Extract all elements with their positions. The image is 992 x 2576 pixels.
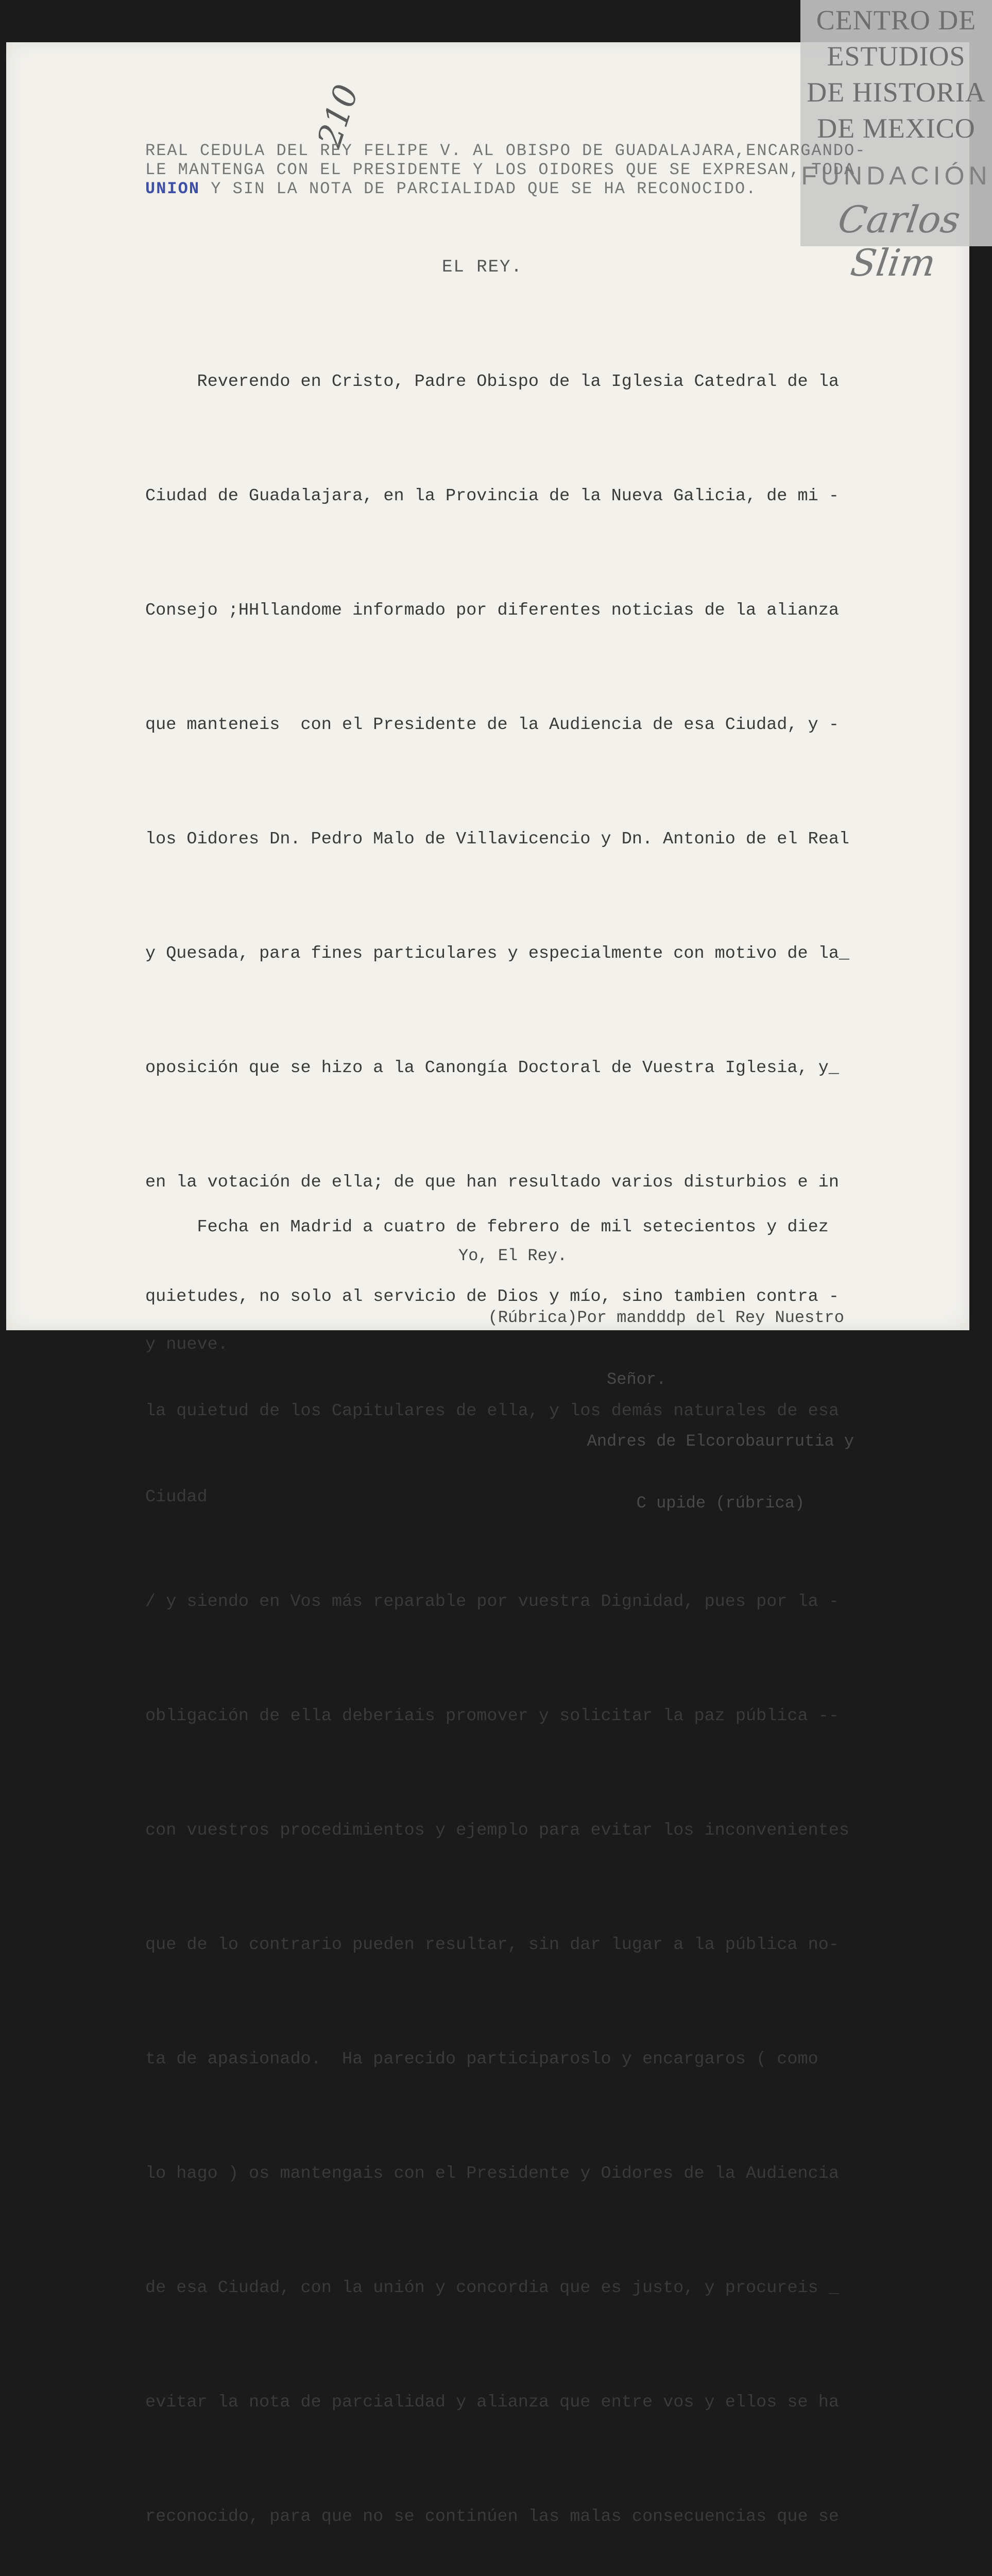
body-line: y Quesada, para fines particulares y especialmente con motivo de la_ bbox=[145, 944, 850, 963]
body-line: la quietud de los Capitulares de ella, y los demás naturales de esa bbox=[145, 1401, 839, 1421]
body-line: de esa Ciudad, con la unión y concordia que es justo, y procureis _ bbox=[145, 2278, 839, 2298]
body-line: reconocido, para que no se continúen las malas consecuencias que se bbox=[145, 2507, 839, 2527]
body-line: con vuestros procedimientos y ejemplo para evitar los inconvenientes bbox=[145, 1821, 850, 1840]
body-line: oposición que se hizo a la Canongía Doctoral de Vuestra Iglesia, y_ bbox=[145, 1058, 839, 1078]
document-heading bbox=[145, 141, 908, 198]
body-line: quietudes, no solo al servicio de Dios y mío, sino tambien contra - bbox=[145, 1287, 839, 1307]
signature-block bbox=[458, 1205, 854, 1534]
archive-watermark bbox=[800, 0, 992, 284]
watermark-line-4: DE MEXICO bbox=[817, 113, 976, 144]
body-line: / y siendo en Vos más reparable por vuestra Dignidad, pues por la - bbox=[145, 1592, 839, 1612]
closing-line: Fecha en Madrid a cuatro de febrero de mil setecientos y diez bbox=[145, 1217, 829, 1237]
union-annotation: UNION bbox=[145, 179, 200, 198]
body-line: que de lo contrario pueden resultar, sin dar lugar a la pública no- bbox=[145, 1935, 839, 1955]
watermark-line-1: CENTRO DE bbox=[816, 5, 977, 36]
signature-line: (Rúbrica)Por mandddp del Rey Nuestro bbox=[458, 1308, 844, 1327]
body-line: los Oidores Dn. Pedro Malo de Villavicencio y Dn. Antonio de el Real bbox=[145, 829, 850, 849]
watermark-line-2: ESTUDIOS bbox=[827, 41, 966, 72]
body-line: obligación de ella deberiais promover y solicitar la paz pública -- bbox=[145, 1706, 839, 1726]
body-line: Consejo ;HHllandome informado por diferentes noticias de la alianza bbox=[145, 601, 839, 620]
document-title: EL REY. bbox=[442, 258, 523, 277]
heading-line-2: LE MANTENGA CON EL PRESIDENTE Y LOS OIDORES QUE SE EXPRESAN, TODA bbox=[145, 160, 856, 179]
body-line: Ciudad de Guadalajara, en la Provincia de la Nueva Galicia, de mi - bbox=[145, 486, 839, 506]
watermark-line-3: DE HISTORIA bbox=[807, 77, 986, 108]
heading-line-3 bbox=[145, 179, 908, 198]
heading-line-1: REAL CEDULA DEL REY FELIPE V. AL OBISPO DE GUADALAJARA,ENCARGANDO- bbox=[145, 141, 866, 160]
body-line: Ciudad bbox=[145, 1487, 208, 1507]
signature-line: Yo, El Rey. bbox=[458, 1246, 568, 1265]
signature-line: Andres de Elcorobaurrutia y bbox=[458, 1432, 854, 1451]
body-line: lo hago ) os mantengais con el Presidente y Oidores de la Audiencia bbox=[145, 2164, 839, 2183]
body-line: evitar la nota de parcialidad y alianza que entre vos y ellos se ha bbox=[145, 2393, 839, 2412]
body-line: Reverendo en Cristo, Padre Obispo de la Iglesia Catedral de la bbox=[145, 372, 839, 392]
closing-line: y nueve. bbox=[145, 1335, 228, 1354]
body-line: que manteneis con el Presidente de la Audiencia de esa Ciudad, y - bbox=[145, 715, 839, 735]
body-line: en la votación de ella; de que han resultado varios disturbios e in bbox=[145, 1173, 839, 1192]
heading-line-3-text: Y SIN LA NOTA DE PARCIALIDAD QUE SE HA RECONOCIDO. bbox=[200, 179, 757, 198]
signature-line: C upide (rúbrica) bbox=[458, 1494, 805, 1513]
handwritten-folio-number: 210 bbox=[311, 80, 367, 152]
watermark-signature: Carlos Slim bbox=[835, 198, 963, 284]
signature-line: Señor. bbox=[458, 1370, 666, 1389]
watermark-foundation: FUNDACIÓN bbox=[801, 161, 991, 190]
body-line: ta de apasionado. Ha parecido participaroslo y encargaros ( como bbox=[145, 2049, 818, 2069]
